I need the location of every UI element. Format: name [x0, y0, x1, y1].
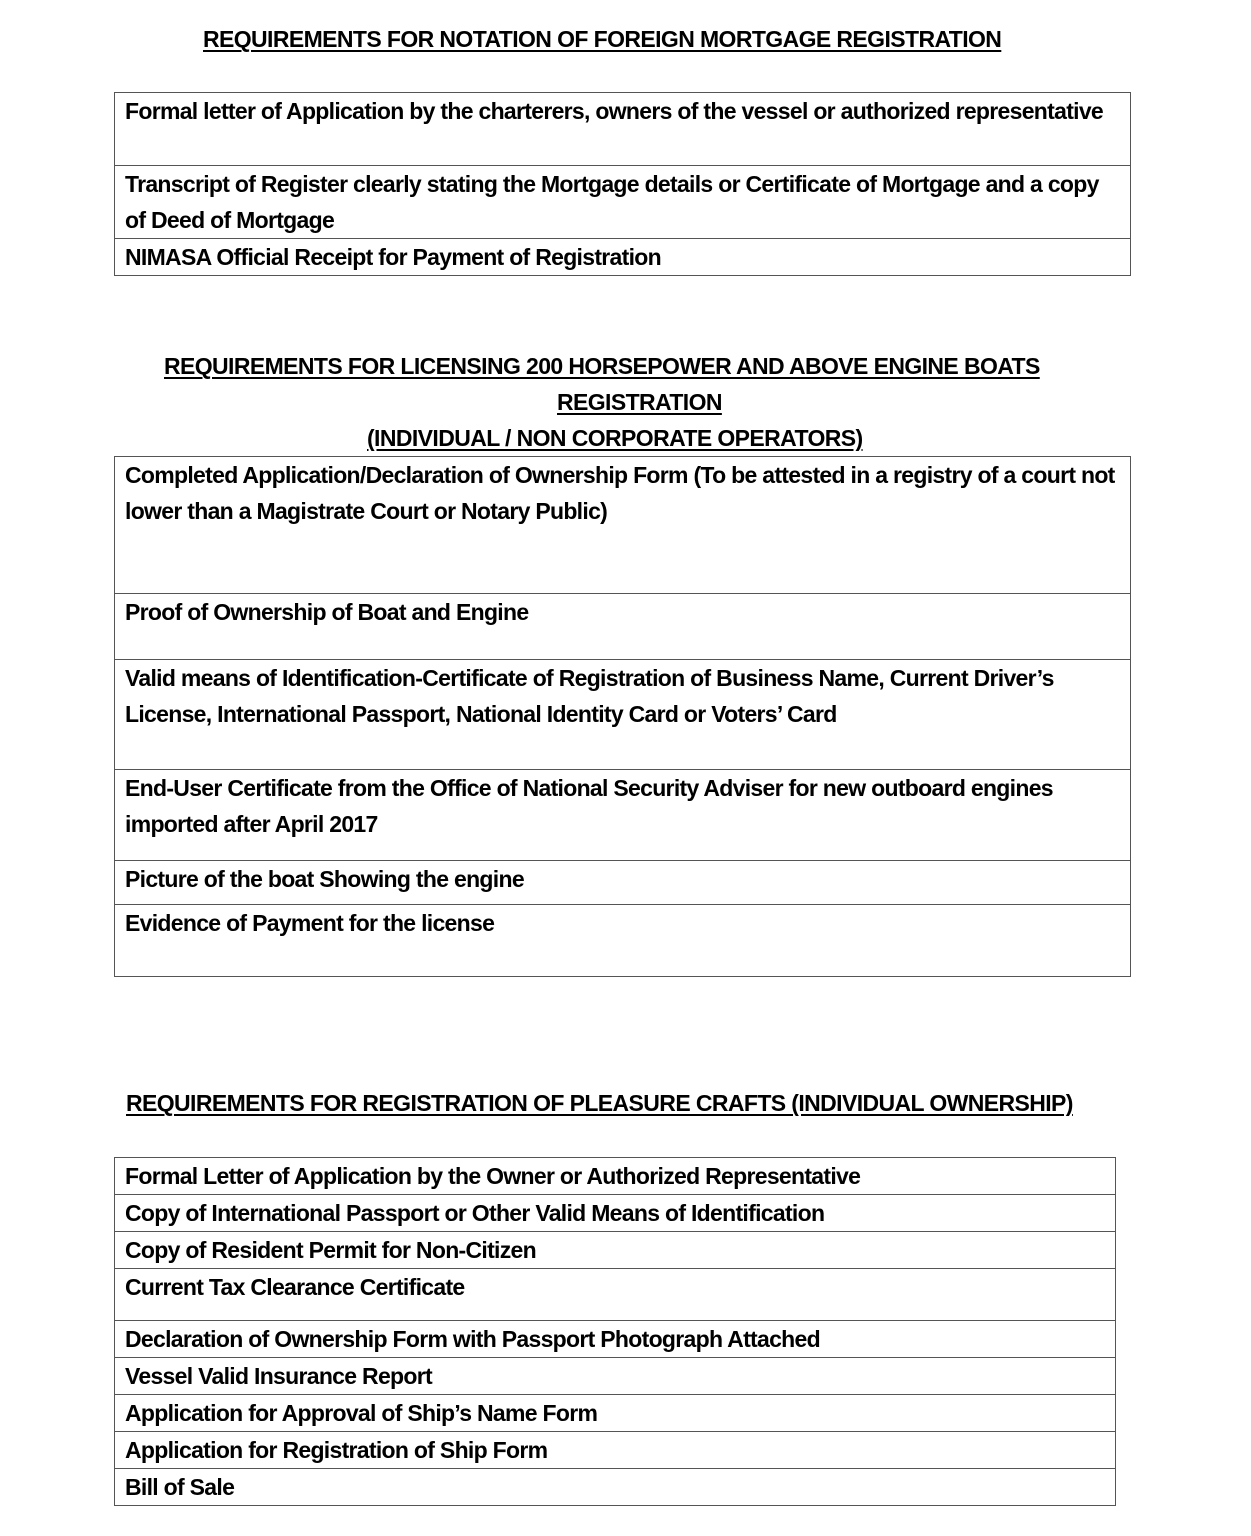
table-row [115, 660, 1131, 770]
requirement-cell: Picture of the boat Showing the engine [115, 861, 1131, 905]
table-row [115, 1195, 1116, 1232]
table-row [115, 1358, 1116, 1395]
table-row [115, 166, 1131, 239]
requirement-cell: Formal Letter of Application by the Owner or Authorized Representative [115, 1158, 1116, 1195]
requirement-cell: Application for Registration of Ship Form [115, 1432, 1116, 1469]
pleasure-crafts-heading: REQUIREMENTS FOR REGISTRATION OF PLEASURE CRAFTS (INDIVIDUAL OWNERSHIP) [126, 1090, 1073, 1116]
engine-boats-requirements-table [114, 456, 1131, 977]
table-row [115, 239, 1131, 276]
table-row [115, 1158, 1116, 1195]
table-row [115, 457, 1131, 594]
requirement-cell: Transcript of Register clearly stating the Mortgage details or Certificate of Mortgage and a copy of Deed of Mortgage [115, 166, 1131, 239]
requirement-cell: Application for Approval of Ship’s Name Form [115, 1395, 1116, 1432]
requirement-cell: Evidence of Payment for the license [115, 905, 1131, 977]
foreign-mortgage-heading: REQUIREMENTS FOR NOTATION OF FOREIGN MORTGAGE REGISTRATION [203, 26, 1002, 52]
requirement-cell: Current Tax Clearance Certificate [115, 1269, 1116, 1321]
requirement-cell: Vessel Valid Insurance Report [115, 1358, 1116, 1395]
requirement-cell: End-User Certificate from the Office of National Security Adviser for new outboard engines imported after April 2017 [115, 770, 1131, 861]
requirement-cell: Bill of Sale [115, 1469, 1116, 1506]
requirement-cell: Formal letter of Application by the charterers, owners of the vessel or authorized representative [115, 93, 1131, 166]
table-row [115, 1232, 1116, 1269]
requirement-cell: Proof of Ownership of Boat and Engine [115, 594, 1131, 660]
table-row [115, 861, 1131, 905]
engine-boats-heading-line2: REGISTRATION [557, 389, 722, 415]
table-row [115, 1469, 1116, 1506]
requirement-cell: NIMASA Official Receipt for Payment of Registration [115, 239, 1131, 276]
table-row [115, 1432, 1116, 1469]
requirement-cell: Completed Application/Declaration of Ownership Form (To be attested in a registry of a court not lower than a Magistrate Court or Notary Public) [115, 457, 1131, 594]
requirement-cell: Declaration of Ownership Form with Passport Photograph Attached [115, 1321, 1116, 1358]
table-row [115, 1321, 1116, 1358]
table-row [115, 93, 1131, 166]
requirement-cell: Copy of Resident Permit for Non-Citizen [115, 1232, 1116, 1269]
table-row [115, 594, 1131, 660]
pleasure-crafts-requirements-table [114, 1157, 1116, 1506]
table-row [115, 1395, 1116, 1432]
engine-boats-heading-line1: REQUIREMENTS FOR LICENSING 200 HORSEPOWER AND ABOVE ENGINE BOATS [164, 353, 1040, 379]
engine-boats-heading-line3: (INDIVIDUAL / NON CORPORATE OPERATORS) [367, 425, 863, 451]
table-row [115, 1269, 1116, 1321]
table-row [115, 905, 1131, 977]
requirement-cell: Copy of International Passport or Other Valid Means of Identification [115, 1195, 1116, 1232]
requirement-cell: Valid means of Identification-Certificate of Registration of Business Name, Current Driver’s License, International Passport, National Identity Card or Voters’ Card [115, 660, 1131, 770]
foreign-mortgage-requirements-table [114, 92, 1131, 276]
table-row [115, 770, 1131, 861]
